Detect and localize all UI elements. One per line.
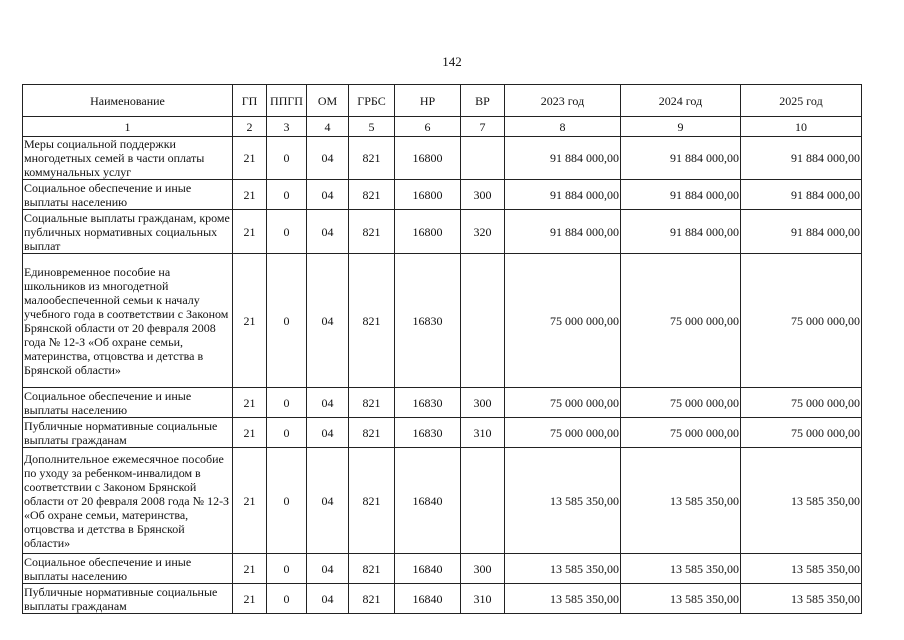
- row-grbs: 821: [349, 584, 395, 614]
- header-2025: 2025 год: [741, 85, 862, 117]
- column-number-row: [23, 117, 862, 137]
- row-ppgp: 0: [267, 448, 307, 554]
- column-number: 2: [233, 117, 267, 137]
- row-gp: 21: [233, 418, 267, 448]
- row-nr: 16800: [395, 137, 461, 180]
- column-number: 7: [461, 117, 505, 137]
- row-ppgp: 0: [267, 584, 307, 614]
- row-nr: 16840: [395, 448, 461, 554]
- row-vr: [461, 448, 505, 554]
- row-vr: [461, 137, 505, 180]
- row-ppgp: 0: [267, 418, 307, 448]
- row-vr: 310: [461, 418, 505, 448]
- row-vr: 300: [461, 388, 505, 418]
- row-grbs: 821: [349, 554, 395, 584]
- row-amount-2023: 75 000 000,00: [505, 254, 621, 388]
- row-grbs: 821: [349, 254, 395, 388]
- row-om: 04: [307, 388, 349, 418]
- row-amount-2025: 91 884 000,00: [741, 210, 862, 254]
- row-amount-2025: 91 884 000,00: [741, 180, 862, 210]
- row-amount-2024: 91 884 000,00: [621, 210, 741, 254]
- row-gp: 21: [233, 254, 267, 388]
- row-amount-2023: 91 884 000,00: [505, 180, 621, 210]
- table-row: [23, 210, 862, 254]
- header-vr: ВР: [461, 85, 505, 117]
- row-om: 04: [307, 418, 349, 448]
- row-gp: 21: [233, 584, 267, 614]
- table-row: [23, 254, 862, 388]
- header-om: ОМ: [307, 85, 349, 117]
- row-amount-2023: 13 585 350,00: [505, 554, 621, 584]
- row-ppgp: 0: [267, 210, 307, 254]
- row-amount-2023: 75 000 000,00: [505, 418, 621, 448]
- column-number: 9: [621, 117, 741, 137]
- table-row: [23, 180, 862, 210]
- row-ppgp: 0: [267, 137, 307, 180]
- header-grbs: ГРБС: [349, 85, 395, 117]
- row-amount-2025: 13 585 350,00: [741, 554, 862, 584]
- column-number: 4: [307, 117, 349, 137]
- row-om: 04: [307, 448, 349, 554]
- row-om: 04: [307, 210, 349, 254]
- row-gp: 21: [233, 554, 267, 584]
- row-amount-2023: 91 884 000,00: [505, 210, 621, 254]
- table-row: [23, 554, 862, 584]
- table-row: [23, 388, 862, 418]
- row-amount-2024: 13 585 350,00: [621, 448, 741, 554]
- row-ppgp: 0: [267, 254, 307, 388]
- row-name: Единовременное пособие на школьников из многодетной малообеспеченной семьи к началу учебного года в соответствии с Законом Брянской области от 20 февраля 2008 года № 12-З «Об охране семьи, материнства, отцовства и детства в Брянской области»: [23, 254, 233, 388]
- header-name: Наименование: [23, 85, 233, 117]
- budget-table: [22, 84, 862, 614]
- row-gp: 21: [233, 180, 267, 210]
- row-grbs: 821: [349, 137, 395, 180]
- row-om: 04: [307, 180, 349, 210]
- row-vr: 310: [461, 584, 505, 614]
- row-amount-2023: 13 585 350,00: [505, 448, 621, 554]
- row-ppgp: 0: [267, 554, 307, 584]
- page-number: 142: [442, 54, 462, 69]
- row-vr: 320: [461, 210, 505, 254]
- row-gp: 21: [233, 448, 267, 554]
- row-amount-2023: 91 884 000,00: [505, 137, 621, 180]
- row-amount-2025: 75 000 000,00: [741, 418, 862, 448]
- table-row: [23, 137, 862, 180]
- header-row: [23, 85, 862, 117]
- row-gp: 21: [233, 388, 267, 418]
- row-name: Социальное обеспечение и иные выплаты населению: [23, 180, 233, 210]
- column-number: 1: [23, 117, 233, 137]
- row-amount-2024: 13 585 350,00: [621, 554, 741, 584]
- row-amount-2023: 13 585 350,00: [505, 584, 621, 614]
- row-name: Публичные нормативные социальные выплаты гражданам: [23, 418, 233, 448]
- row-vr: [461, 254, 505, 388]
- row-amount-2025: 13 585 350,00: [741, 584, 862, 614]
- row-grbs: 821: [349, 210, 395, 254]
- row-nr: 16840: [395, 554, 461, 584]
- row-name: Социальное обеспечение и иные выплаты населению: [23, 554, 233, 584]
- header-ppgp: ППГП: [267, 85, 307, 117]
- row-amount-2024: 75 000 000,00: [621, 418, 741, 448]
- row-grbs: 821: [349, 418, 395, 448]
- row-nr: 16830: [395, 418, 461, 448]
- column-number: 5: [349, 117, 395, 137]
- row-amount-2025: 91 884 000,00: [741, 137, 862, 180]
- row-nr: 16840: [395, 584, 461, 614]
- row-nr: 16800: [395, 210, 461, 254]
- column-number: 10: [741, 117, 862, 137]
- table-row: [23, 584, 862, 614]
- column-number: 6: [395, 117, 461, 137]
- row-gp: 21: [233, 137, 267, 180]
- row-om: 04: [307, 584, 349, 614]
- row-amount-2025: 75 000 000,00: [741, 254, 862, 388]
- header-2024: 2024 год: [621, 85, 741, 117]
- row-name: Социальные выплаты гражданам, кроме публичных нормативных социальных выплат: [23, 210, 233, 254]
- table-row: [23, 448, 862, 554]
- row-amount-2024: 13 585 350,00: [621, 584, 741, 614]
- row-grbs: 821: [349, 180, 395, 210]
- row-vr: 300: [461, 180, 505, 210]
- row-amount-2024: 75 000 000,00: [621, 254, 741, 388]
- row-grbs: 821: [349, 388, 395, 418]
- header-nr: НР: [395, 85, 461, 117]
- row-amount-2024: 91 884 000,00: [621, 180, 741, 210]
- row-vr: 300: [461, 554, 505, 584]
- row-om: 04: [307, 254, 349, 388]
- row-amount-2024: 91 884 000,00: [621, 137, 741, 180]
- row-name: Дополнительное ежемесячное пособие по уходу за ребенком-инвалидом в соответствии с Законом Брянской области от 20 февраля 2008 года № 12-З «Об охране семьи, материнства, отцовства и детства в Брянской области»: [23, 448, 233, 554]
- header-gp: ГП: [233, 85, 267, 117]
- row-amount-2024: 75 000 000,00: [621, 388, 741, 418]
- header-2023: 2023 год: [505, 85, 621, 117]
- row-om: 04: [307, 554, 349, 584]
- row-nr: 16830: [395, 388, 461, 418]
- row-om: 04: [307, 137, 349, 180]
- row-grbs: 821: [349, 448, 395, 554]
- table-row: [23, 418, 862, 448]
- row-amount-2023: 75 000 000,00: [505, 388, 621, 418]
- column-number: 3: [267, 117, 307, 137]
- row-ppgp: 0: [267, 388, 307, 418]
- row-name: Публичные нормативные социальные выплаты гражданам: [23, 584, 233, 614]
- row-name: Меры социальной поддержки многодетных семей в части оплаты коммунальных услуг: [23, 137, 233, 180]
- row-nr: 16800: [395, 180, 461, 210]
- row-amount-2025: 75 000 000,00: [741, 388, 862, 418]
- row-name: Социальное обеспечение и иные выплаты населению: [23, 388, 233, 418]
- row-amount-2025: 13 585 350,00: [741, 448, 862, 554]
- column-number: 8: [505, 117, 621, 137]
- table-body: [23, 137, 862, 614]
- row-nr: 16830: [395, 254, 461, 388]
- row-ppgp: 0: [267, 180, 307, 210]
- row-gp: 21: [233, 210, 267, 254]
